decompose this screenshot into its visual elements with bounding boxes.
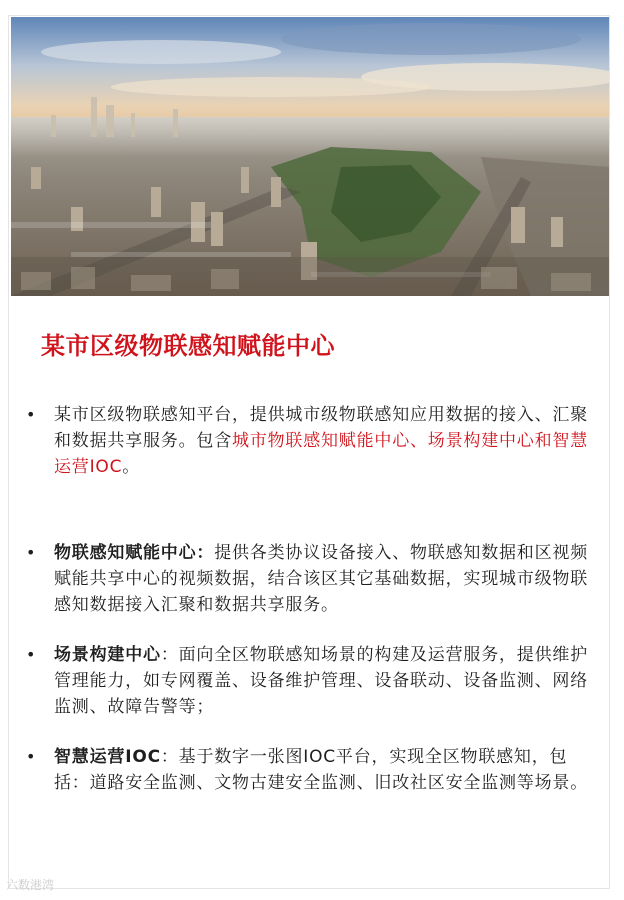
bullet-item-platform bbox=[26, 402, 596, 480]
watermark: 六数港湾 bbox=[6, 878, 55, 892]
bullet-dot: • bbox=[26, 645, 37, 664]
bullet-lead: 物联感知赋能中心： bbox=[54, 543, 215, 563]
bullet-text: ：基于数字一张图IOC平台，实现全区物联感知，包括：道路安全监测、文物古建安全监测、旧改社区安全监测等场景。 bbox=[54, 747, 588, 793]
bullet-text: ：面向全区物联感知场景的构建及运营服务，提供维护管理能力，如专网覆盖、设备维护管理、设备联动、设备监测、网络监测、故障告警等； bbox=[54, 645, 589, 717]
slide-title: 某市区级物联感知赋能中心 bbox=[41, 332, 335, 360]
bullet-item-scene-center bbox=[26, 642, 596, 720]
bullet-item-ioc bbox=[26, 744, 596, 796]
city-aerial-photo bbox=[11, 17, 609, 296]
bullet-text: 提供各类协议设备接入、物联感知数据和区视频赋能共享中心的视频数据，结合该区其它基础数据，实现城市级物联感知数据接入汇聚和数据共享服务。 bbox=[54, 543, 589, 615]
bullet-text: 某市区级物联感知平台，提供城市级物联感知应用数据的接入、汇聚和数据共享服务。包含 bbox=[54, 405, 588, 451]
bullet-dot: • bbox=[26, 405, 37, 424]
bullet-lead: 场景构建中心 bbox=[54, 645, 161, 665]
bullet-list bbox=[26, 402, 596, 796]
bullet-tail: 。 bbox=[122, 457, 141, 477]
bullet-item-enablement-center bbox=[26, 540, 596, 618]
bullet-dot: • bbox=[26, 543, 37, 562]
bullet-dot: • bbox=[26, 747, 37, 766]
bullet-highlight: 城市物联感知赋能中心、场景构建中心和智慧运营IOC bbox=[54, 431, 588, 477]
bullet-lead: 智慧运营IOC bbox=[54, 747, 161, 767]
